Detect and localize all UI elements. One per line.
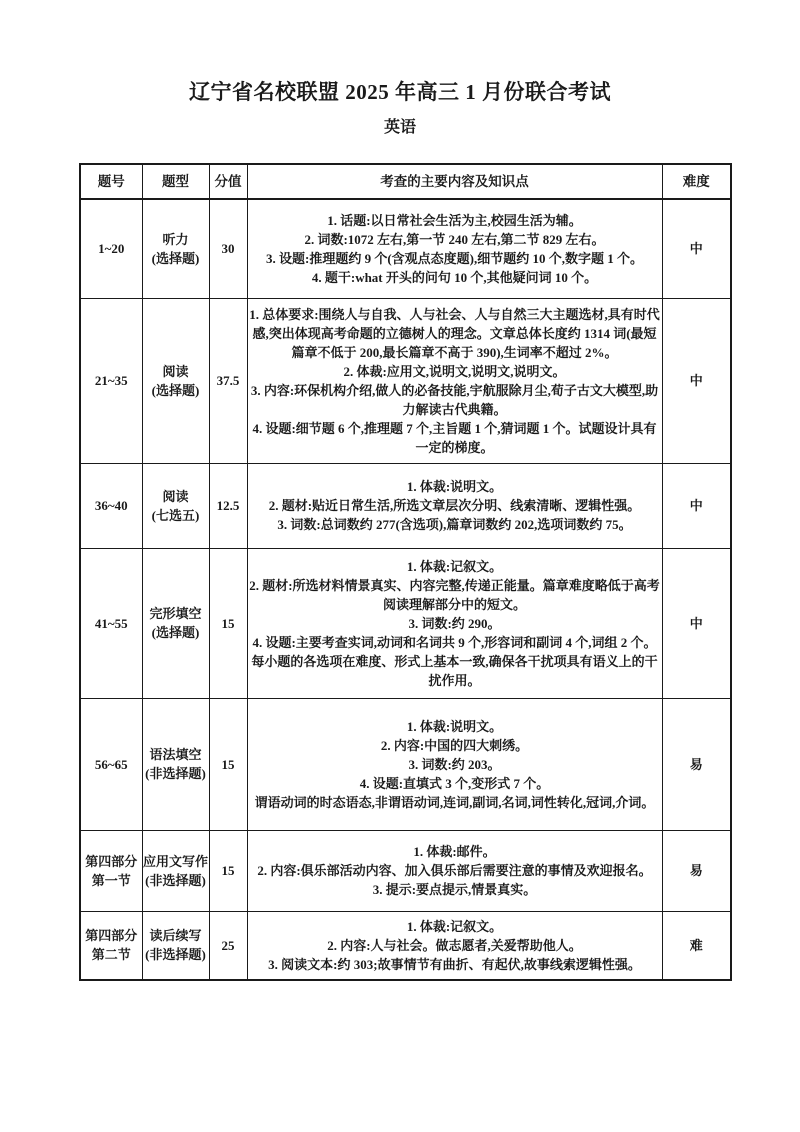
content-cell: 1. 总体要求:围绕人与自我、人与社会、人与自然三大主题选材,具有时代感,突出体现高考命题的立德树人的理念。文章总体长度约 1314 词(最短篇章不低于 200,最长篇章不高于 390),生词率不超过 2%。 2. 体裁:应用文,说明文,说明文,说明文。 3. 内容:环保机构介绍,做人的必备技能,宇航服除月尘,荀子古文大模型,助力解读古代典籍。 4. 设题:细节题 6 个,推理题 7 个,主旨题 1 个,猜词题 1 个。试题设计具有一定的梯度。 [247,298,662,463]
score-cell: 12.5 [209,463,247,548]
table-row [80,463,731,548]
score-cell: 15 [209,830,247,911]
score-cell: 25 [209,911,247,980]
qnum-cell: 21~35 [80,298,142,463]
table-row [80,298,731,463]
score-cell: 15 [209,698,247,830]
qtype-cell: 听力 (选择题) [142,199,209,298]
difficulty-cell: 中 [662,298,731,463]
content-cell: 1. 话题:以日常社会生活为主,校园生活为辅。 2. 词数:1072 左右,第一节 240 左右,第二节 829 左右。 3. 设题:推理题约 9 个(含观点态度题),细节题约 10 个,数字题 1 个。 4. 题干:what 开头的问句 10 个,其他疑问词 10 个。 [247,199,662,298]
score-cell: 15 [209,548,247,698]
qnum-cell: 41~55 [80,548,142,698]
qnum-cell: 56~65 [80,698,142,830]
qtype-cell: 完形填空 (选择题) [142,548,209,698]
score-cell: 30 [209,199,247,298]
exam-spec-table [79,163,732,981]
table-row [80,199,731,298]
score-cell: 37.5 [209,298,247,463]
header-question-number: 题号 [80,164,142,199]
qnum-cell: 第四部分 第一节 [80,830,142,911]
header-row [80,164,731,199]
table-row [80,830,731,911]
qtype-cell: 阅读 (七选五) [142,463,209,548]
content-cell: 1. 体裁:记叙文。 2. 内容:人与社会。做志愿者,关爱帮助他人。 3. 阅读文本:约 303;故事情节有曲折、有起伏,故事线索逻辑性强。 [247,911,662,980]
table-row [80,698,731,830]
qtype-cell: 阅读 (选择题) [142,298,209,463]
difficulty-cell: 中 [662,548,731,698]
difficulty-cell: 易 [662,698,731,830]
content-cell: 1. 体裁:记叙文。 2. 题材:所选材料情景真实、内容完整,传递正能量。篇章难度略低于高考阅读理解部分中的短文。 3. 词数:约 290。 4. 设题:主要考查实词,动词和名词共 9 个,形容词和副词 4 个,词组 2 个。每小题的各选项在难度、形式上基本一致,确保各干扰项具有语义上的干扰作用。 [247,548,662,698]
qtype-cell: 应用文写作 (非选择题) [142,830,209,911]
content-cell: 1. 体裁:说明文。 2. 题材:贴近日常生活,所选文章层次分明、线索清晰、逻辑性强。 3. 词数:总词数约 277(含选项),篇章词数约 202,选项词数约 75。 [247,463,662,548]
header-score: 分值 [209,164,247,199]
header-question-type: 题型 [142,164,209,199]
header-content: 考查的主要内容及知识点 [247,164,662,199]
qtype-cell: 读后续写 (非选择题) [142,911,209,980]
content-cell: 1. 体裁:说明文。 2. 内容:中国的四大刺绣。 3. 词数:约 203。 4. 设题:直填式 3 个,变形式 7 个。 谓语动词的时态语态,非谓语动词,连词,副词,名词,词性转化,冠词,介词。 [247,698,662,830]
document-title: 辽宁省名校联盟 2025 年高三 1 月份联合考试 [189,80,611,104]
document-subject: 英语 [383,119,416,136]
qnum-cell: 第四部分 第二节 [80,911,142,980]
table-row [80,548,731,698]
qnum-cell: 1~20 [80,199,142,298]
table-row [80,911,731,980]
difficulty-cell: 中 [662,463,731,548]
difficulty-cell: 易 [662,830,731,911]
difficulty-cell: 难 [662,911,731,980]
qnum-cell: 36~40 [80,463,142,548]
qtype-cell: 语法填空 (非选择题) [142,698,209,830]
content-cell: 1. 体裁:邮件。 2. 内容:俱乐部活动内容、加入俱乐部后需要注意的事情及欢迎报名。 3. 提示:要点提示,情景真实。 [247,830,662,911]
header-difficulty: 难度 [662,164,731,199]
difficulty-cell: 中 [662,199,731,298]
